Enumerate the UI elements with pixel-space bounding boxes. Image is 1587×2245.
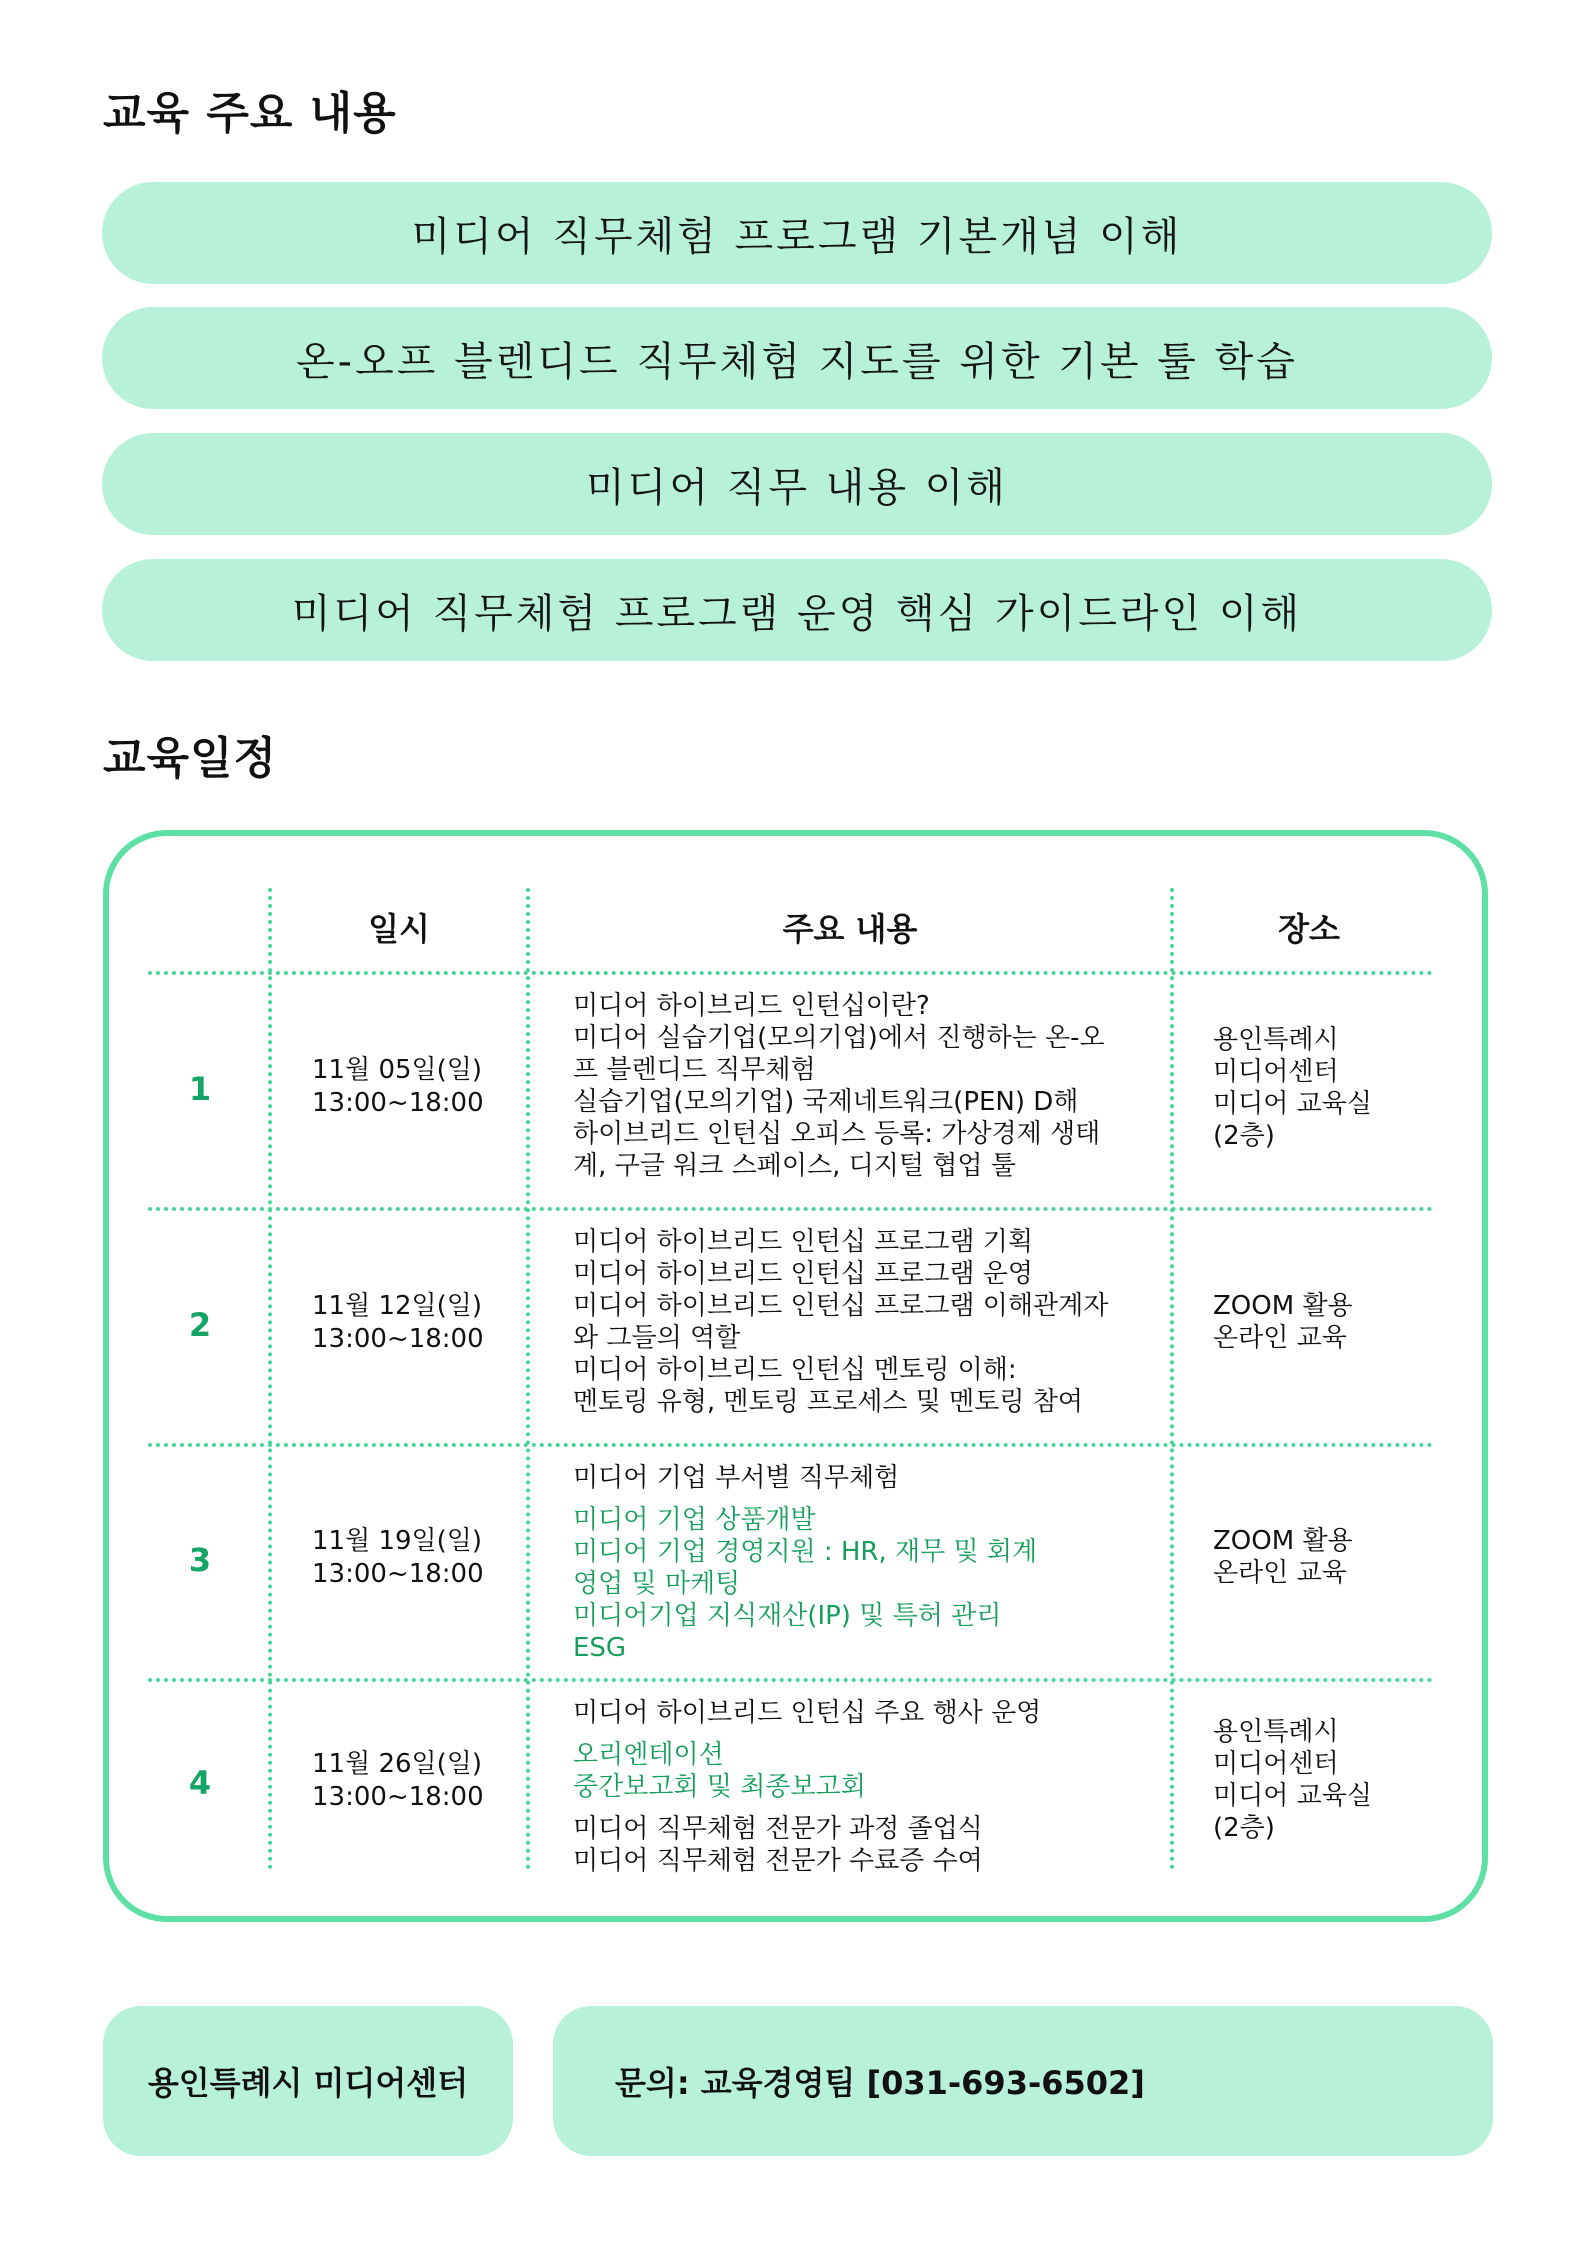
column-divider: [1170, 888, 1174, 1870]
row-divider: [148, 1207, 1433, 1211]
content-line-highlight: 중간보고회 및 최종보고회: [573, 1772, 866, 1802]
content-line-highlight: 오리엔테이션: [573, 1740, 724, 1770]
place-line: 용인특례시: [1213, 1025, 1339, 1055]
content-line: 미디어 하이브리드 인턴십이란?: [573, 991, 930, 1021]
content-line: 계, 구글 워크 스페이스, 디지털 협업 툴: [573, 1151, 1016, 1181]
place-line: 미디어 교육실: [1213, 1089, 1372, 1119]
main-content-title: 교육 주요 내용: [103, 88, 397, 139]
place-line: 미디어센터: [1213, 1749, 1339, 1779]
date-text: 11월 05일(일): [312, 1055, 483, 1085]
content-line: 미디어 직무체험 전문가 과정 졸업식: [573, 1814, 983, 1844]
content-line: 실습기업(모의기업) 국제네트워크(PEN) D해: [573, 1087, 1079, 1117]
main-content-item: 미디어 직무 내용 이해: [102, 433, 1492, 535]
row-divider: [148, 1443, 1433, 1447]
content-line: 미디어 기업 부서별 직무체험: [573, 1463, 900, 1493]
content-line-highlight: 미디어 기업 경영지원 : HR, 재무 및 회계: [573, 1537, 1038, 1567]
row-number: 4: [188, 1764, 212, 1802]
place-line: ZOOM 활용: [1213, 1526, 1353, 1556]
header-place: 장소: [1278, 910, 1340, 948]
content-line: 멘토링 유형, 멘토링 프로세스 및 멘토링 참여: [573, 1387, 1083, 1417]
time-text: 13:00~18:00: [312, 1088, 484, 1118]
footer-org-name: 용인특례시 미디어센터: [147, 2064, 469, 2102]
content-line: 미디어 직무체험 전문가 수료증 수여: [573, 1846, 983, 1876]
date-cell: [312, 1054, 512, 1120]
place-cell: [1213, 1716, 1443, 1844]
header-content: 주요 내용: [782, 910, 918, 948]
time-text: 13:00~18:00: [312, 1324, 484, 1354]
content-line: 미디어 하이브리드 인턴십 멘토링 이해:: [573, 1355, 1017, 1385]
content-cell: [573, 1462, 1143, 1664]
main-content-item: 미디어 직무체험 프로그램 운영 핵심 가이드라인 이해: [102, 559, 1492, 661]
content-line-highlight: ESG: [573, 1633, 627, 1663]
row-number: 2: [188, 1306, 212, 1344]
content-line: 미디어 하이브리드 인턴십 프로그램 운영: [573, 1259, 1034, 1289]
main-content-item: 미디어 직무체험 프로그램 기본개념 이해: [102, 182, 1492, 284]
time-text: 13:00~18:00: [312, 1782, 484, 1812]
row-divider: [148, 971, 1433, 975]
row-divider: [148, 1678, 1433, 1682]
footer-contact: 문의: 교육경영팀 [031-693-6502]: [615, 2064, 1145, 2102]
place-line: 용인특례시: [1213, 1717, 1339, 1747]
content-line: 미디어 하이브리드 인턴십 주요 행사 운영: [573, 1698, 1042, 1728]
row-number: 1: [188, 1070, 212, 1108]
place-cell: [1213, 1024, 1443, 1152]
place-cell: [1213, 1525, 1443, 1589]
column-divider: [526, 888, 530, 1870]
content-line: 프 블렌디드 직무체험: [573, 1055, 816, 1085]
date-cell: [312, 1748, 512, 1814]
content-line: 미디어 실습기업(모의기업)에서 진행하는 온-오: [573, 1023, 1105, 1053]
content-line: 미디어 하이브리드 인턴십 프로그램 기획: [573, 1227, 1034, 1257]
footer-contact-box: [553, 2006, 1493, 2156]
content-line: 하이브리드 인턴십 오피스 등록: 가상경제 생태: [573, 1119, 1101, 1149]
schedule-title: 교육일정: [103, 733, 278, 784]
place-cell: [1213, 1290, 1443, 1354]
header-date: 일시: [368, 910, 430, 948]
place-line: ZOOM 활용: [1213, 1291, 1353, 1321]
date-cell: [312, 1290, 512, 1356]
content-cell: [573, 990, 1143, 1182]
place-line: 미디어센터: [1213, 1057, 1339, 1087]
content-cell: [573, 1226, 1143, 1418]
date-text: 11월 12일(일): [312, 1291, 483, 1321]
place-line: 미디어 교육실: [1213, 1781, 1372, 1811]
date-text: 11월 19일(일): [312, 1526, 483, 1556]
place-line: 온라인 교육: [1213, 1558, 1347, 1588]
date-text: 11월 26일(일): [312, 1749, 483, 1779]
place-line: (2층): [1213, 1813, 1275, 1843]
footer-org-box: [103, 2006, 513, 2156]
place-line: 온라인 교육: [1213, 1323, 1347, 1353]
row-number: 3: [188, 1541, 212, 1579]
content-line-highlight: 영업 및 마케팅: [573, 1569, 741, 1599]
time-text: 13:00~18:00: [312, 1559, 484, 1589]
content-cell: [573, 1697, 1143, 1877]
place-line: (2층): [1213, 1121, 1275, 1151]
content-line: 미디어 하이브리드 인턴십 프로그램 이해관계자: [573, 1291, 1109, 1321]
column-divider: [268, 888, 272, 1870]
content-line-highlight: 미디어기업 지식재산(IP) 및 특허 관리: [573, 1601, 1002, 1631]
date-cell: [312, 1525, 512, 1591]
content-line-highlight: 미디어 기업 상품개발: [573, 1505, 816, 1535]
content-line: 와 그들의 역할: [573, 1323, 741, 1353]
main-content-item: 온-오프 블렌디드 직무체험 지도를 위한 기본 툴 학습: [102, 307, 1492, 409]
